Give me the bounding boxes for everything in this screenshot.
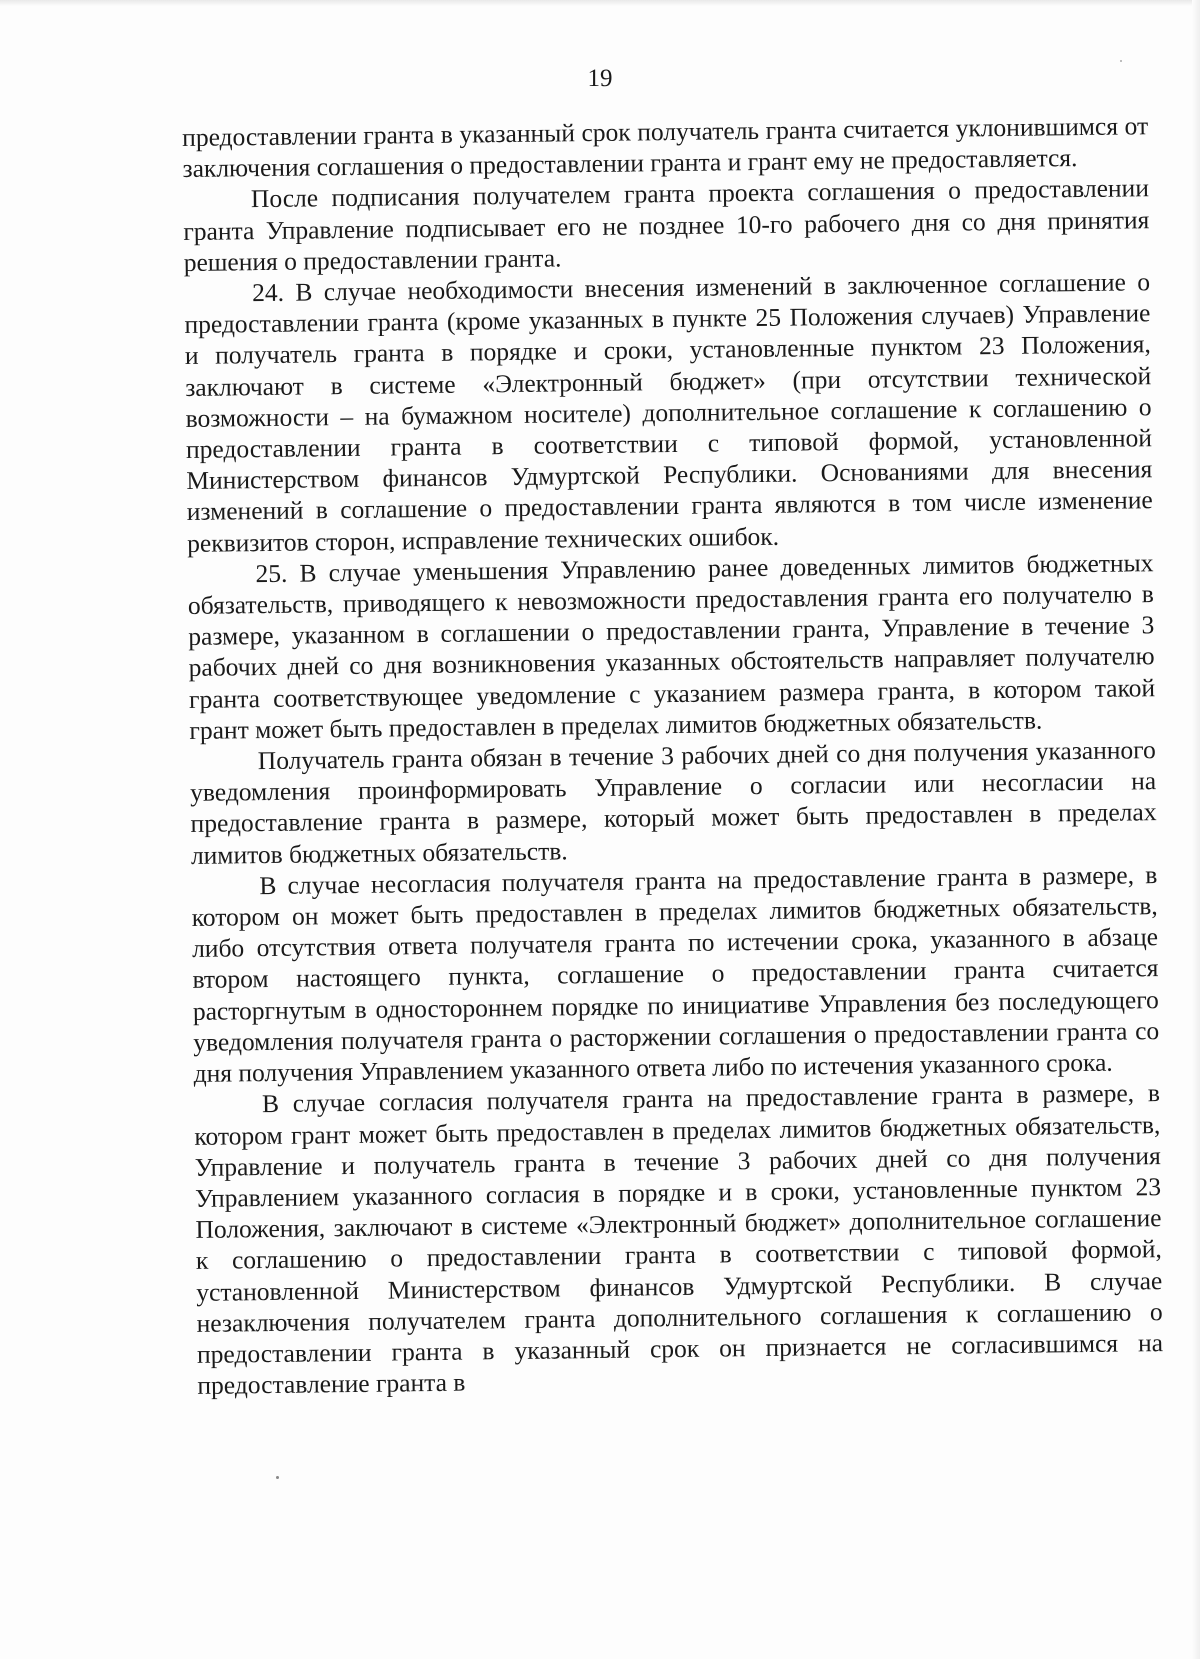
scan-speck	[1120, 60, 1122, 62]
paragraph: Получатель гранта обязан в течение 3 рабочих дней со дня получения указанного уведомления проинформировать Управление о согласии или несогласии на предоставление гранта в размере, который может быть предоставлен в пределах лимитов бюджетных обязательств.	[190, 735, 1157, 870]
paragraph-item-24: 24. В случае необходимости внесения изменений в заключенное соглашение о предоставлении гранта (кроме указанных в пункте 25 Положения случаев) Управление и получатель гранта в порядке и сроки, установленные пунктом 23 Положения, заключают в системе «Электронный бюджет» (при отсутствии технической возможности – на бумажном носителе) дополнительное соглашение к соглашению о предоставлении гранта в соответствии с типовой формой, установленной Министерством финансов Удмуртской Республики. Основаниями для внесения изменений в соглашение о предоставлении гранта являются в том числе изменение реквизитов сторон, исправление технических ошибок.	[184, 267, 1153, 558]
paragraph-item-25: 25. В случае уменьшения Управлению ранее доведенных лимитов бюджетных обязательств, приводящего к невозможности предоставления гранта его получателю в размере, указанном в соглашении о предоставлении гранта, Управление в течение 3 рабочих дней со дня возникновения указанных обстоятельств направляет получателю гранта соответствующее уведомление с указанием размера гранта, в котором такой грант может быть предоставлен в пределах лимитов бюджетных обязательств.	[187, 548, 1156, 745]
paragraph: В случае несогласия получателя гранта на предоставление гранта в размере, в котором он может быть предоставлен в пределах лимитов бюджетных обязательств, либо отсутствия ответа получателя гранта по истечении срока, указанного в абзаце втором настоящего пункта, соглашение о предоставлении гранта считается расторгнутым в одностороннем порядке по инициативе Управления без последующего уведомления получателя гранта о расторжении соглашения о предоставлении гранта со дня получения Управлением указанного ответа либо по истечения указанного срока.	[191, 860, 1160, 1089]
page-number: 19	[587, 65, 613, 92]
paragraph: После подписания получателем гранта проекта соглашения о предоставлении гранта Управление подписывает его не позднее 10-го рабочего дня со дня принятия решения о предоставлении гранта.	[183, 173, 1150, 277]
scan-right-edge	[1192, 0, 1200, 1659]
scan-top-edge	[0, 0, 1200, 6]
paragraph: предоставлении гранта в указанный срок получатель гранта считается уклонившимся от заключения соглашения о предоставлении гранта и грант ему не предоставляется.	[182, 111, 1149, 184]
paragraph: В случае согласия получателя гранта на предоставление гранта в размере, в котором грант может быть предоставлен в пределах лимитов бюджетных обязательств, Управление и получатель гранта в течение 3 рабочих дней со дня получения Управлением указанного согласия в порядке и в сроки, установленные пунктом 23 Положения, заключают в системе «Электронный бюджет» дополнительное соглашение к соглашению о предоставлении гранта в соответствии с типовой формой, установленной Министерством финансов Удмуртской Республики. В случае незаключения получателем гранта дополнительного соглашения к соглашению о предоставлении гранта в указанный срок он признается не согласившимся на предоставление гранта в	[194, 1078, 1164, 1401]
scan-speck	[276, 1476, 279, 1479]
document-body	[182, 110, 1164, 1401]
